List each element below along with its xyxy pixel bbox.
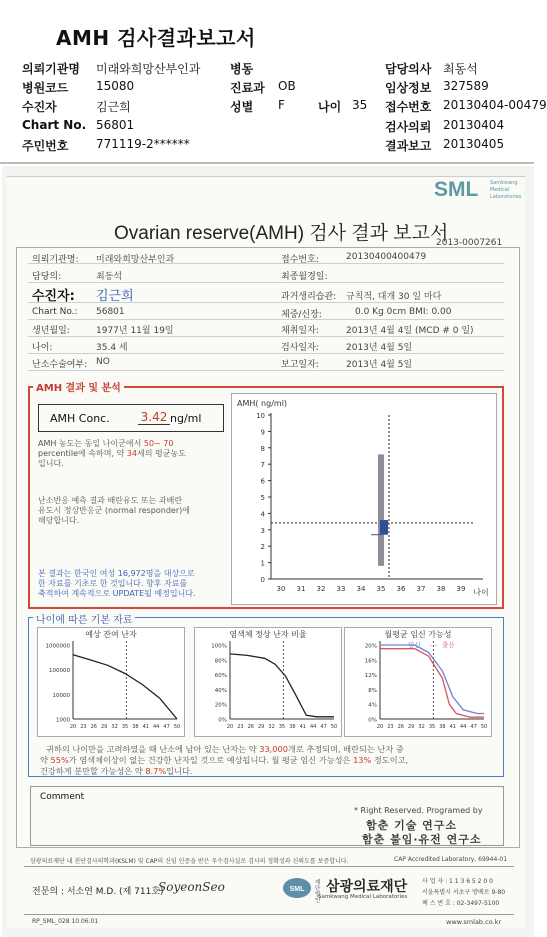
field-label-sex: 성별 [230, 100, 254, 114]
y-tick-label: 16% [364, 658, 377, 665]
basics-normal-pct: 55% [50, 755, 69, 765]
x-tick-label: 23 [80, 724, 87, 730]
x-tick-label: 38 [436, 585, 446, 593]
sml-logo-text: SML [434, 178, 479, 201]
field-value-receipt-no: 20130404-00479 [443, 98, 547, 112]
x-tick-label: 41 [449, 724, 456, 730]
mini-chart-title: 예상 잔여 난자 [85, 630, 137, 639]
y-tick-label: 20% [364, 643, 377, 650]
company-prefix: 재단법인 [315, 880, 321, 904]
x-tick-label: 35 [428, 724, 436, 730]
amh-percentile-high: 70 [163, 439, 174, 448]
x-tick-label: 47 [320, 724, 327, 730]
basics-text-part: 가 염색체이상이 없는 건강한 난자일 것으로 예상됩니다. 월 평균 임신 가능성은 [68, 755, 351, 765]
x-tick-label: 50 [173, 724, 181, 730]
field-label-doctor: 담당의사 [385, 62, 432, 76]
y-tick-label: 20% [214, 702, 227, 709]
sml-logo [434, 178, 526, 204]
x-tick-label: 38 [132, 724, 139, 730]
doctor-signature: SoyeonSeo [158, 880, 225, 894]
x-tick-label: 39 [456, 585, 466, 593]
field-label-hospital: 의뢰기관명 [22, 62, 80, 76]
field-value-department: OB [278, 79, 296, 93]
info-row-divider [28, 353, 504, 354]
amh-conc-value: 3.42 [138, 410, 170, 425]
x-tick-label: 44 [460, 724, 467, 730]
basics-pregnancy-pct: 13% [353, 755, 372, 765]
x-tick-label: 26 [90, 724, 97, 730]
form-code: RP_SML_028 10.06.01 [32, 918, 99, 925]
info-label-patient: 수진자: [32, 289, 75, 304]
legend-marker: --- [396, 641, 404, 649]
amh-equivalent-age: 34 [126, 449, 138, 458]
field-label-hospital-code: 병원코드 [22, 81, 69, 95]
x-tick-label: 26 [397, 724, 404, 730]
chart-remaining-eggs [37, 627, 185, 737]
y-tick-label: 5 [260, 494, 265, 502]
info-label-collection-date: 채취일자: [281, 326, 319, 336]
y-tick-label: 12% [364, 673, 377, 680]
info-row-divider [28, 282, 504, 283]
sml-logo-subtext: Samkwang Medical Laboratories [490, 180, 522, 200]
field-value-request-date: 20130404 [443, 118, 505, 132]
y-axis-title: AMH( ng/ml) [237, 399, 288, 408]
y-tick-label: 0% [368, 717, 377, 724]
y-tick-label: 80% [214, 658, 227, 665]
info-row-divider [28, 370, 504, 371]
x-tick-label: 50 [480, 724, 488, 730]
amh-response-line: 해당합니다. [38, 516, 80, 525]
certification-text: 삼광의료재단 내 진단검사의학과(KSLM) 및 CAP의 신임 인증을 받은 우수검사실로 검사의 정확성과 신뢰도를 보증합니다. [30, 858, 349, 865]
basics-text-part: 정도이고, [373, 755, 409, 765]
y-tick-label: 0% [218, 717, 227, 724]
info-label-age: 나이: [32, 343, 53, 353]
amh-percentile-text [38, 439, 228, 469]
info-value-chart-no: 56801 [96, 307, 125, 317]
y-tick-label: 100000 [49, 668, 70, 675]
x-tick-label: 32 [111, 724, 118, 730]
y-tick-label: 0 [260, 576, 265, 584]
samkwang-logo-icon [282, 876, 312, 900]
info-value-ovary-surgery: NO [96, 357, 110, 367]
fax-number: 팩 스 번 호 : 02-3497-5100 [422, 900, 500, 907]
field-value-hospital: 미래와희망산부인과 [96, 62, 201, 76]
x-tick-label: 47 [470, 724, 477, 730]
info-label-receipt-no: 접수번호: [281, 255, 319, 265]
chart-pregnancy [344, 627, 492, 737]
age-basics-title: 나이에 따른 기본 자료 [33, 611, 135, 626]
legend-entry: 출산 [442, 641, 455, 649]
x-tick-label: 23 [387, 724, 394, 730]
x-tick-label: 30 [276, 585, 286, 593]
amh-text-part: AMH 농도는 동일 나이군에서 [38, 439, 142, 448]
info-value-receipt-no: 20130400400479 [346, 252, 427, 262]
iqr-box [380, 520, 388, 535]
info-label-report-date: 보고일자: [281, 360, 319, 370]
y-tick-label: 60% [214, 673, 227, 680]
y-tick-label: 8% [368, 687, 377, 694]
x-tick-label: 26 [247, 724, 254, 730]
info-label-lmp: 최종월경일: [281, 272, 328, 282]
x-tick-label: 35 [278, 724, 286, 730]
info-value-menstrual-history: 규칙적, 대개 30 일 마다 [346, 292, 442, 302]
x-tick-label: 31 [296, 585, 306, 593]
x-tick-label: 41 [142, 724, 149, 730]
series-line [380, 645, 484, 714]
company-subname: Samkwang Medical Laboratories [318, 894, 408, 900]
x-tick-label: 41 [299, 724, 306, 730]
y-tick-label: 100% [211, 643, 227, 650]
y-tick-label: 40% [214, 687, 227, 694]
basics-text-part: 건강하게 분만할 가능성은 약 [40, 766, 143, 776]
x-tick-label: 20 [69, 724, 77, 730]
amh-note-text [38, 569, 230, 599]
mini-chart-title: 월평균 임신 가능성 [384, 630, 452, 639]
research-institute-2: 함춘 불임·유전 연구소 [362, 833, 482, 846]
info-label-chart-no: Chart No.: [32, 307, 78, 317]
business-number: 사 업 자 : 1 1 3 6 5 2 0 0 [422, 878, 493, 885]
info-value-doctor: 최동석 [96, 272, 123, 282]
info-label-doctor: 담당의: [32, 272, 62, 282]
field-value-resident-no: 771119-2****** [96, 137, 190, 151]
y-tick-label: 4% [368, 702, 377, 709]
legend-entry: 임신 [408, 641, 421, 649]
y-tick-label: 1000 [56, 717, 70, 724]
info-label-ovary-surgery: 난소수술여부: [32, 360, 88, 370]
info-label-hospital: 의뢰기관명: [32, 255, 79, 265]
x-tick-label: 20 [376, 724, 384, 730]
doctor-name: 전문의 : 서소연 M.D. (제 711호) [32, 887, 164, 897]
series-line [230, 654, 334, 717]
field-value-chart-no: 56801 [96, 118, 135, 132]
y-tick-label: 10 [256, 412, 265, 420]
info-label-test-date: 검사일자: [281, 343, 319, 353]
report-title: Ovarian reserve(AMH) 검사 결과 보고서 [114, 223, 449, 244]
x-tick-label: 44 [310, 724, 317, 730]
whisker-range-bar [378, 454, 384, 566]
x-tick-label: 33 [336, 585, 346, 593]
field-label-age: 나이 [318, 100, 342, 114]
info-label-birthdate: 생년월일: [32, 326, 70, 336]
basics-text-part: 개로 추정되며, 배란되는 난자 중 [287, 744, 404, 754]
x-tick-label: 47 [163, 724, 170, 730]
x-tick-label: 34 [356, 585, 366, 593]
report-number: 2013-0007261 [436, 238, 503, 248]
info-row-divider [28, 319, 504, 320]
field-label-clinical-info: 임상정보 [385, 81, 432, 95]
y-tick-label: 10000 [52, 692, 70, 699]
y-tick-label: 4 [260, 510, 265, 519]
y-tick-label: 7 [260, 461, 265, 470]
x-tick-label: 29 [101, 724, 108, 730]
x-axis-title: 나이 [473, 588, 489, 597]
amh-note-line: 본 결과는 한국인 여성 16,972명을 대상으로 [38, 569, 195, 578]
x-tick-label: 32 [418, 724, 425, 730]
field-value-patient: 김근희 [96, 100, 131, 114]
amh-text-part: 입니다. [38, 459, 64, 468]
info-value-test-date: 2013년 4월 5일 [346, 343, 413, 353]
field-label-receipt-no: 접수번호 [385, 100, 432, 114]
basics-text-part: 약 [40, 755, 48, 765]
amh-age-chart [231, 393, 497, 605]
series-line [73, 655, 177, 719]
y-tick-label: 3 [260, 526, 265, 535]
info-value-birthdate: 1977년 11월 19일 [96, 326, 174, 336]
info-value-weight-height: 0.0 Kg 0cm BMI: 0.00 [355, 307, 452, 317]
amh-response-line: 난소반응 예측 결과 배란유도 또는 과배란 [38, 496, 183, 505]
info-label-menstrual-history: 과거생리습관: [281, 292, 337, 302]
field-value-age: 35 [352, 98, 368, 112]
y-tick-label: 2 [260, 543, 265, 552]
field-value-sex: F [278, 98, 285, 112]
company-address: 서울특별시 서초구 방배로 9-80 [422, 889, 506, 896]
info-value-hospital: 미래와희망산부인과 [96, 255, 175, 265]
comment-label: Comment [40, 792, 85, 802]
x-tick-label: 32 [316, 585, 326, 593]
x-tick-label: 29 [258, 724, 265, 730]
footer-divider [24, 866, 514, 867]
amh-section-title: AMH 결과 및 분석 [33, 379, 124, 394]
header-divider [0, 162, 534, 164]
field-value-report-date: 20130405 [443, 137, 505, 151]
basics-birth-pct: 8.7% [145, 766, 167, 776]
x-tick-label: 20 [226, 724, 234, 730]
svg-text:SML: SML [289, 886, 305, 893]
field-label-chart-no: Chart No. [22, 118, 87, 132]
info-value-patient: 김근희 [96, 289, 134, 304]
x-tick-label: 32 [268, 724, 275, 730]
y-tick-label: 1000000 [45, 643, 70, 650]
amh-text-part: percentile에 속하며, 약 [38, 449, 125, 458]
info-value-collection-date: 2013년 4월 4일 (MCD # 0 일) [346, 326, 474, 336]
basics-text-part: 귀하의 나이만을 고려하였을 때 난소에 남아 있는 난자는 약 [46, 744, 257, 754]
amh-note-line: 한 자료를 기초로 한 것입니다. 향후 자료를 [38, 579, 188, 588]
x-tick-label: 38 [289, 724, 296, 730]
field-label-ward: 병동 [230, 62, 254, 76]
copyright-text: * Right Reserved. Programed by [354, 806, 483, 815]
amh-note-line: 축적하여 계속적으로 UPDATE될 예정입니다. [38, 589, 196, 598]
cap-accreditation: CAP Accredited Laboratory, 69944-01 [394, 856, 508, 863]
amh-percentile-sep: ~ [154, 439, 161, 448]
field-label-report-date: 결과보고 [385, 139, 432, 153]
series-line [380, 649, 484, 718]
x-tick-label: 44 [153, 724, 160, 730]
info-value-age: 35.4 세 [96, 343, 128, 353]
basics-eggs-count: 33,000 [259, 744, 288, 754]
x-tick-label: 36 [396, 585, 406, 593]
x-tick-label: 35 [121, 724, 129, 730]
y-tick-label: 9 [260, 428, 265, 437]
x-tick-label: 29 [408, 724, 415, 730]
amh-conc-label: AMH Conc. [50, 412, 110, 425]
field-label-request-date: 검사의뢰 [385, 120, 432, 134]
page-title: AMH 검사결과보고서 [56, 26, 256, 50]
field-value-clinical-info: 327589 [443, 79, 489, 93]
research-institute-1: 함춘 기술 연구소 [366, 819, 458, 832]
amh-response-text [38, 496, 228, 526]
chart-normal-eggs [194, 627, 342, 737]
x-tick-label: 37 [416, 585, 426, 593]
y-tick-label: 6 [260, 477, 265, 486]
amh-text-part: 세의 평균농도 [137, 449, 186, 458]
field-label-patient: 수진자 [22, 100, 57, 114]
x-tick-label: 50 [330, 724, 338, 730]
info-label-weight-height: 체중/신장: [281, 310, 322, 320]
info-row-divider [28, 336, 504, 337]
x-tick-label: 23 [237, 724, 244, 730]
mini-chart-title: 염색체 정상 난자 비율 [229, 630, 307, 639]
field-value-hospital-code: 15080 [96, 79, 135, 93]
age-basics-summary [40, 744, 500, 777]
field-value-doctor: 최동석 [443, 62, 478, 76]
y-tick-label: 8 [260, 444, 265, 453]
amh-conc-unit: ng/ml [170, 412, 202, 425]
field-label-department: 진료과 [230, 81, 265, 95]
legend-marker: --- [430, 641, 438, 649]
field-label-resident-no: 주민번호 [22, 139, 69, 153]
amh-response-line: 유도시 정상반응군 (normal responder)에 [38, 506, 190, 515]
x-tick-label: 35 [376, 585, 386, 593]
y-tick-label: 1 [260, 559, 265, 568]
website: www.smlab.co.kr [446, 918, 502, 926]
x-tick-label: 38 [439, 724, 446, 730]
basics-text-part: 입니다. [166, 766, 193, 776]
info-value-report-date: 2013년 4월 5일 [346, 360, 413, 370]
company-name: 삼광의료재단 [326, 879, 408, 895]
amh-percentile-low: 50 [143, 439, 155, 448]
footer-divider-bottom [24, 914, 514, 915]
